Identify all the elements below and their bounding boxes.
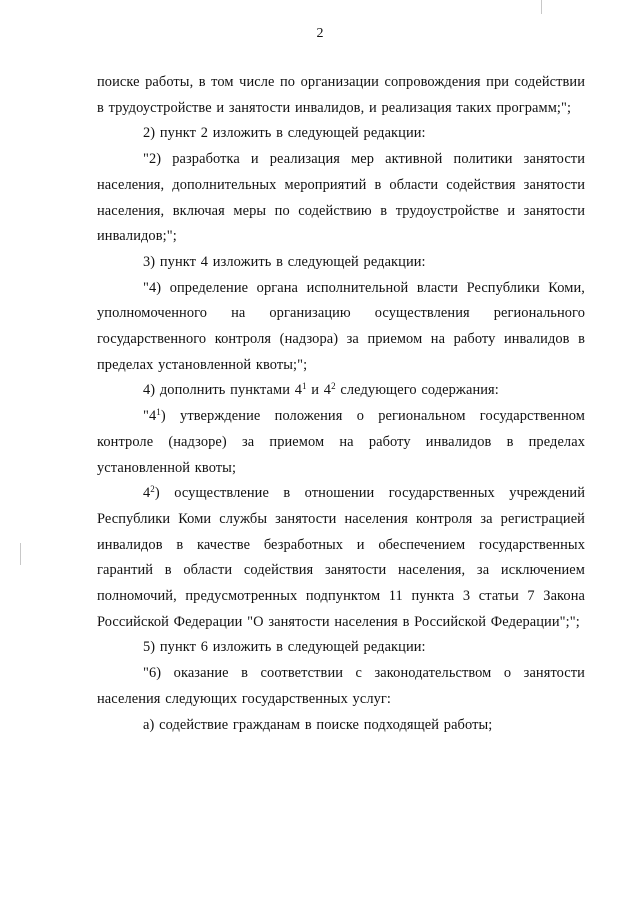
paragraph-point-2-text: "2) разработка и реализация мер активной политики занятости населения, дополнительных мероприятий в области содействия занятости населения, включая меры по содействию в трудоустройстве и занятости инвалидов;";: [97, 151, 585, 245]
paragraph-point-4-1-text: [97, 404, 585, 481]
paragraph-subpoint-a: а) содействие гражданам в поиске подходящей работы;: [143, 716, 493, 733]
text-fragment: следующего содержания:: [335, 382, 499, 399]
paragraph-point-4-2-text: [97, 481, 585, 635]
text-fragment: ) утверждение положения о региональном государственном контроле (надзоре) за приемом на работу инвалидов в пределах установленной квоты;: [97, 408, 585, 476]
text-fragment: "4: [143, 408, 157, 425]
paragraph-item-2: 2) пункт 2 изложить в следующей редакции:: [143, 125, 426, 142]
text-fragment: ) осуществление в отношении государственных учреждений Республики Коми службы занятости населения контроля за регистрацией инвалидов в качестве безработных и обеспечением государственных гарантий в области содействия занятости населения, за исключением полномочий, предусмотренных подпунктом 11 пункта 3 статьи 7 Закона Российской Федерации "О занятости населения в Российской Федерации";";: [97, 485, 585, 630]
scan-artifact-mark: [20, 543, 21, 565]
paragraph-continuation: поиске работы, в том числе по организации сопровождения при содействии в трудоустройстве и занятости инвалидов, и реализация таких программ;";: [97, 74, 585, 116]
paragraph-point-4-text: "4) определение органа исполнительной власти Республики Коми, уполномоченного на организацию осуществления регионального государственного контроля (надзора) за приемом на работу инвалидов в пределах установленной квоты;";: [97, 279, 585, 373]
superscript: 1: [156, 407, 161, 418]
document-body: [97, 70, 585, 738]
text-fragment: и 4: [306, 382, 332, 399]
paragraph-item-3: 3) пункт 4 изложить в следующей редакции:: [143, 253, 426, 270]
superscript: 2: [150, 484, 155, 495]
paragraph-item-5: 5) пункт 6 изложить в следующей редакции:: [143, 639, 426, 656]
scan-artifact-mark: [541, 0, 542, 14]
paragraph-point-6-text: "6) оказание в соответствии с законодательством о занятости населения следующих государственных услуг:: [97, 665, 585, 707]
text-fragment: 4) дополнить пунктами 4: [143, 382, 302, 399]
paragraph-item-4: [97, 378, 585, 404]
superscript: 1: [302, 381, 307, 392]
superscript: 2: [331, 381, 336, 392]
text-fragment: 4: [143, 485, 151, 502]
page-number: 2: [316, 26, 324, 41]
